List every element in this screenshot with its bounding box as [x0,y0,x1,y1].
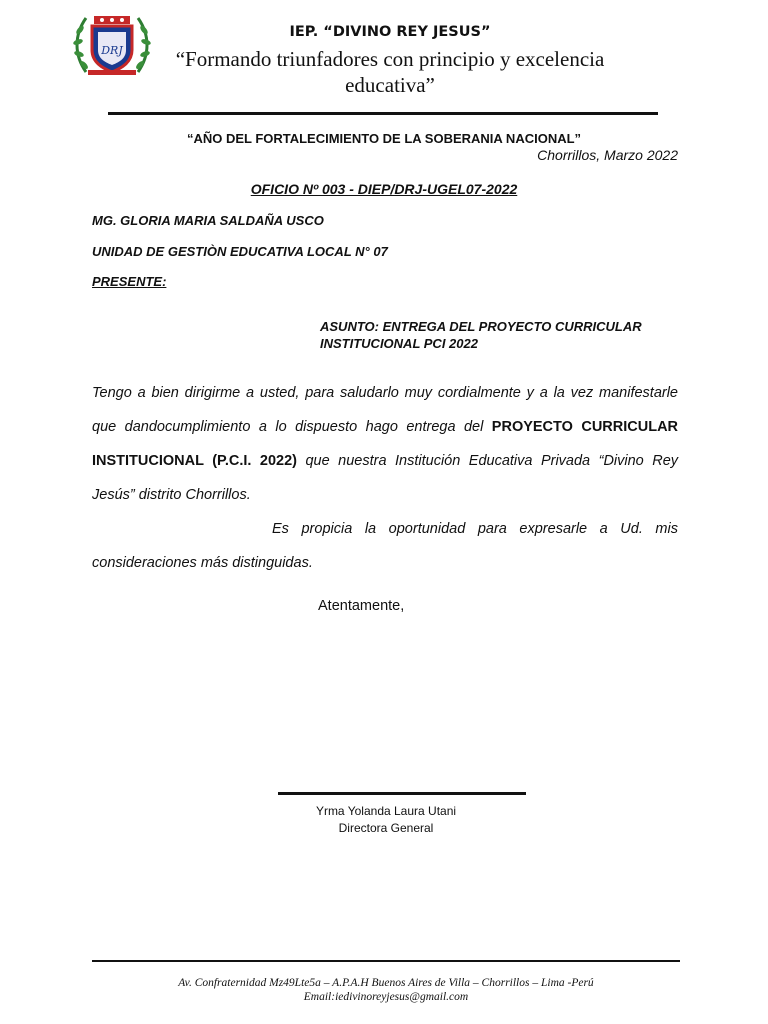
body-paragraph-1-bold: PROYECTO CURRICULAR INSTITUCIONAL (P.C.I. 2022) [92,419,679,469]
footer [92,976,680,1004]
recipient-name: MG. GLORIA MARIA SALDAÑA USCO [92,213,324,228]
letter-body [92,376,678,580]
oficio-number: OFICIO Nº 003 - DIEP/DRJ-UGEL07-2022 [250,181,518,197]
school-name: IEP. “DIVINO REY JESUS” [289,24,491,40]
signature-line [278,792,526,795]
school-motto: “Formando triunfadores con principio y excelencia educativa” [175,47,605,97]
recipient-unit: UNIDAD DE GESTIÒN EDUCATIVA LOCAL N° 07 [92,244,388,259]
year-title: “AÑO DEL FORTALECIMIENTO DE LA SOBERANIA NACIONAL” [186,131,582,146]
header-divider [108,112,658,115]
footer-email: Email:iedivinoreyjesus@gmail.com [303,991,469,1003]
body-paragraph-2: Es propicia la oportunidad para expresarle a Ud. mis consideraciones más distinguidas. [92,521,678,571]
signer-title: Directora General [338,821,434,835]
footer-divider [92,960,680,962]
footer-address: Av. Confraternidad Mz49Lte5a – A.P.A.H Buenos Aires de Villa – Chorrillos – Lima -Perú [178,977,594,989]
subject-line: ASUNTO: ENTREGA DEL PROYECTO CURRICULAR INSTITUCIONAL PCI 2022 [320,319,642,351]
body-paragraph-1b: que nuestra Institución Educativa Privada “Divino Rey Jesús” distrito Chorrillos. [92,453,679,503]
logo-letters: DRJ [101,44,123,57]
letter-date: Chorrillos, Marzo 2022 [537,147,678,163]
presente-label: PRESENTE: [92,274,167,289]
body-paragraph-1a: Tengo a bien dirigirme a usted, para saludarlo muy cordialmente y a la vez manifestarle que dandocumplimiento a lo dispuesto hago entrega del [92,385,678,435]
closing: Atentamente, [318,598,405,614]
signer-name: Yrma Yolanda Laura Utani [315,804,457,818]
signature-block [278,803,494,837]
